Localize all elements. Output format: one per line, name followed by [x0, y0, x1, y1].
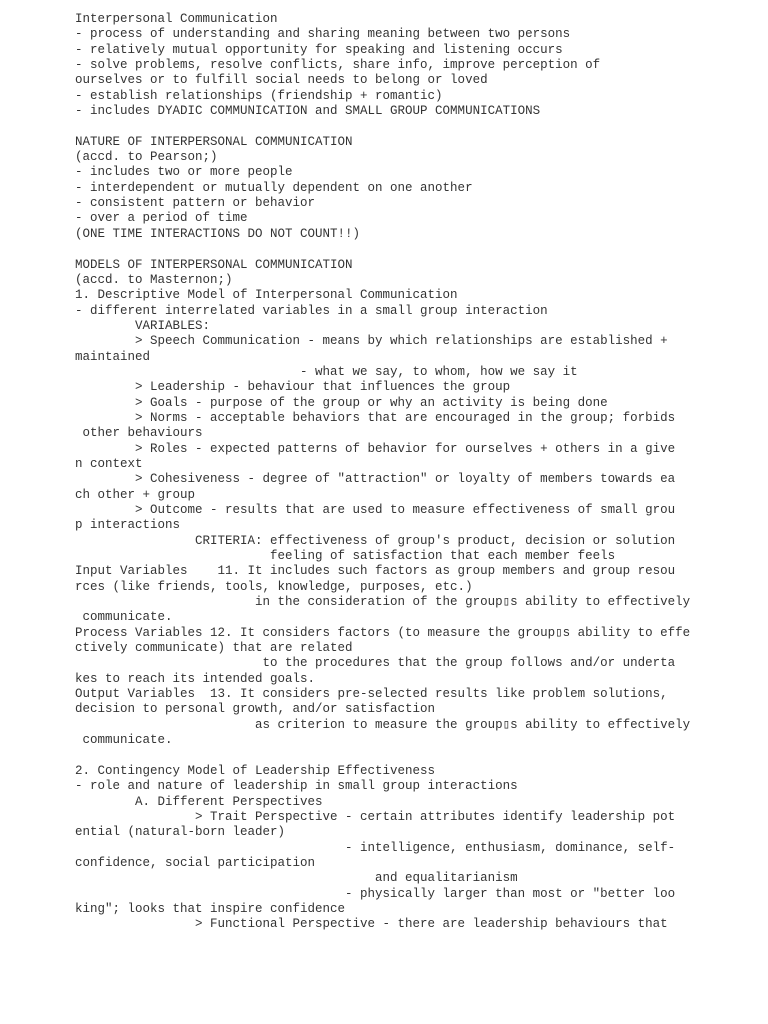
document-line: A. Different Perspectives	[75, 794, 323, 809]
document-line: ential (natural-born leader)	[75, 825, 286, 840]
document-line: - physically larger than most or "better loo	[75, 886, 676, 901]
document-line: VARIABLES:	[75, 318, 211, 333]
document-line	[75, 749, 745, 764]
document-line: - establish relationships (friendship + romantic)	[75, 88, 443, 103]
document-line: to the procedures that the group follows and/or underta	[75, 656, 676, 671]
document-line: - role and nature of leadership in small group interactions	[75, 779, 518, 794]
document-line: > Goals - purpose of the group or why an activity is being done	[75, 395, 608, 410]
document-line: decision to personal growth, and/or satisfaction	[75, 702, 436, 717]
document-line: 1. Descriptive Model of Interpersonal Communication	[75, 288, 458, 303]
document-line: in the consideration of the group▯s ability to effectively	[75, 595, 691, 610]
document-line: as criterion to measure the group▯s ability to effectively	[75, 717, 691, 732]
document-line: 2. Contingency Model of Leadership Effectiveness	[75, 763, 436, 778]
document-line: (accd. to Masternon;)	[75, 272, 233, 287]
document-line: confidence, social participation	[75, 855, 316, 870]
document-line: (ONE TIME INTERACTIONS DO NOT COUNT!!)	[75, 226, 361, 241]
document-text	[75, 12, 745, 933]
document-line: > Leadership - behaviour that influences the group	[75, 380, 511, 395]
document-line: - solve problems, resolve conflicts, share info, improve perception of	[75, 58, 601, 73]
document-line: ourselves or to fulfill social needs to belong or loved	[75, 73, 488, 88]
document-line: CRITERIA: effectiveness of group's product, decision or solution	[75, 533, 676, 548]
document-line	[75, 242, 745, 257]
document-line: - intelligence, enthusiasm, dominance, self-	[75, 840, 676, 855]
document-line	[75, 119, 745, 134]
document-line: - interdependent or mutually dependent on one another	[75, 180, 473, 195]
document-line: - what we say, to whom, how we say it	[75, 364, 578, 379]
document-line: kes to reach its intended goals.	[75, 671, 316, 686]
document-line: > Outcome - results that are used to measure effectiveness of small grou	[75, 503, 676, 517]
document-line: Output Variables 13. It considers pre-selected results like problem solutions,	[75, 687, 668, 702]
document-line: > Speech Communication - means by which relationships are established +	[75, 334, 668, 349]
document-line: MODELS OF INTERPERSONAL COMMUNICATION	[75, 257, 353, 272]
document-line: - process of understanding and sharing meaning between two persons	[75, 27, 571, 42]
document-line: rces (like friends, tools, knowledge, purposes, etc.)	[75, 579, 473, 594]
document-line: > Cohesiveness - degree of "attraction" or loyalty of members towards ea	[75, 472, 676, 487]
document-line: feeling of satisfaction that each member feels	[75, 549, 616, 564]
document-line: maintained	[75, 349, 151, 364]
document-line: communicate.	[75, 610, 173, 625]
document-line: - over a period of time	[75, 211, 248, 226]
document-line: and equalitarianism	[75, 871, 518, 886]
document-line: > Norms - acceptable behaviors that are encouraged in the group; forbids	[75, 410, 676, 425]
document-line: communicate.	[75, 733, 173, 748]
document-line: > Functional Perspective - there are leadership behaviours that	[75, 917, 668, 932]
document-line: - different interrelated variables in a small group interaction	[75, 303, 548, 318]
document-line: Process Variables 12. It considers factors (to measure the group▯s ability to effe	[75, 625, 691, 640]
document-line: p interactions	[75, 518, 181, 533]
document-line: n context	[75, 456, 143, 471]
document-line: (accd. to Pearson;)	[75, 150, 218, 165]
document-line: Interpersonal Communication	[75, 12, 278, 26]
document-line: ch other + group	[75, 487, 196, 502]
document-line: - includes two or more people	[75, 165, 293, 180]
document-line: - consistent pattern or behavior	[75, 196, 316, 211]
document-line: > Trait Perspective - certain attributes identify leadership pot	[75, 809, 676, 824]
document-line: NATURE OF INTERPERSONAL COMMUNICATION	[75, 134, 353, 149]
document-line: Input Variables 11. It includes such factors as group members and group resou	[75, 564, 676, 579]
document-line: - includes DYADIC COMMUNICATION and SMALL GROUP COMMUNICATIONS	[75, 104, 541, 119]
document-line: > Roles - expected patterns of behavior for ourselves + others in a give	[75, 441, 676, 456]
document-line: king"; looks that inspire confidence	[75, 901, 346, 916]
document-line: - relatively mutual opportunity for speaking and listening occurs	[75, 42, 563, 57]
document-line: other behaviours	[75, 426, 203, 441]
document-line: ctively communicate) that are related	[75, 641, 353, 656]
